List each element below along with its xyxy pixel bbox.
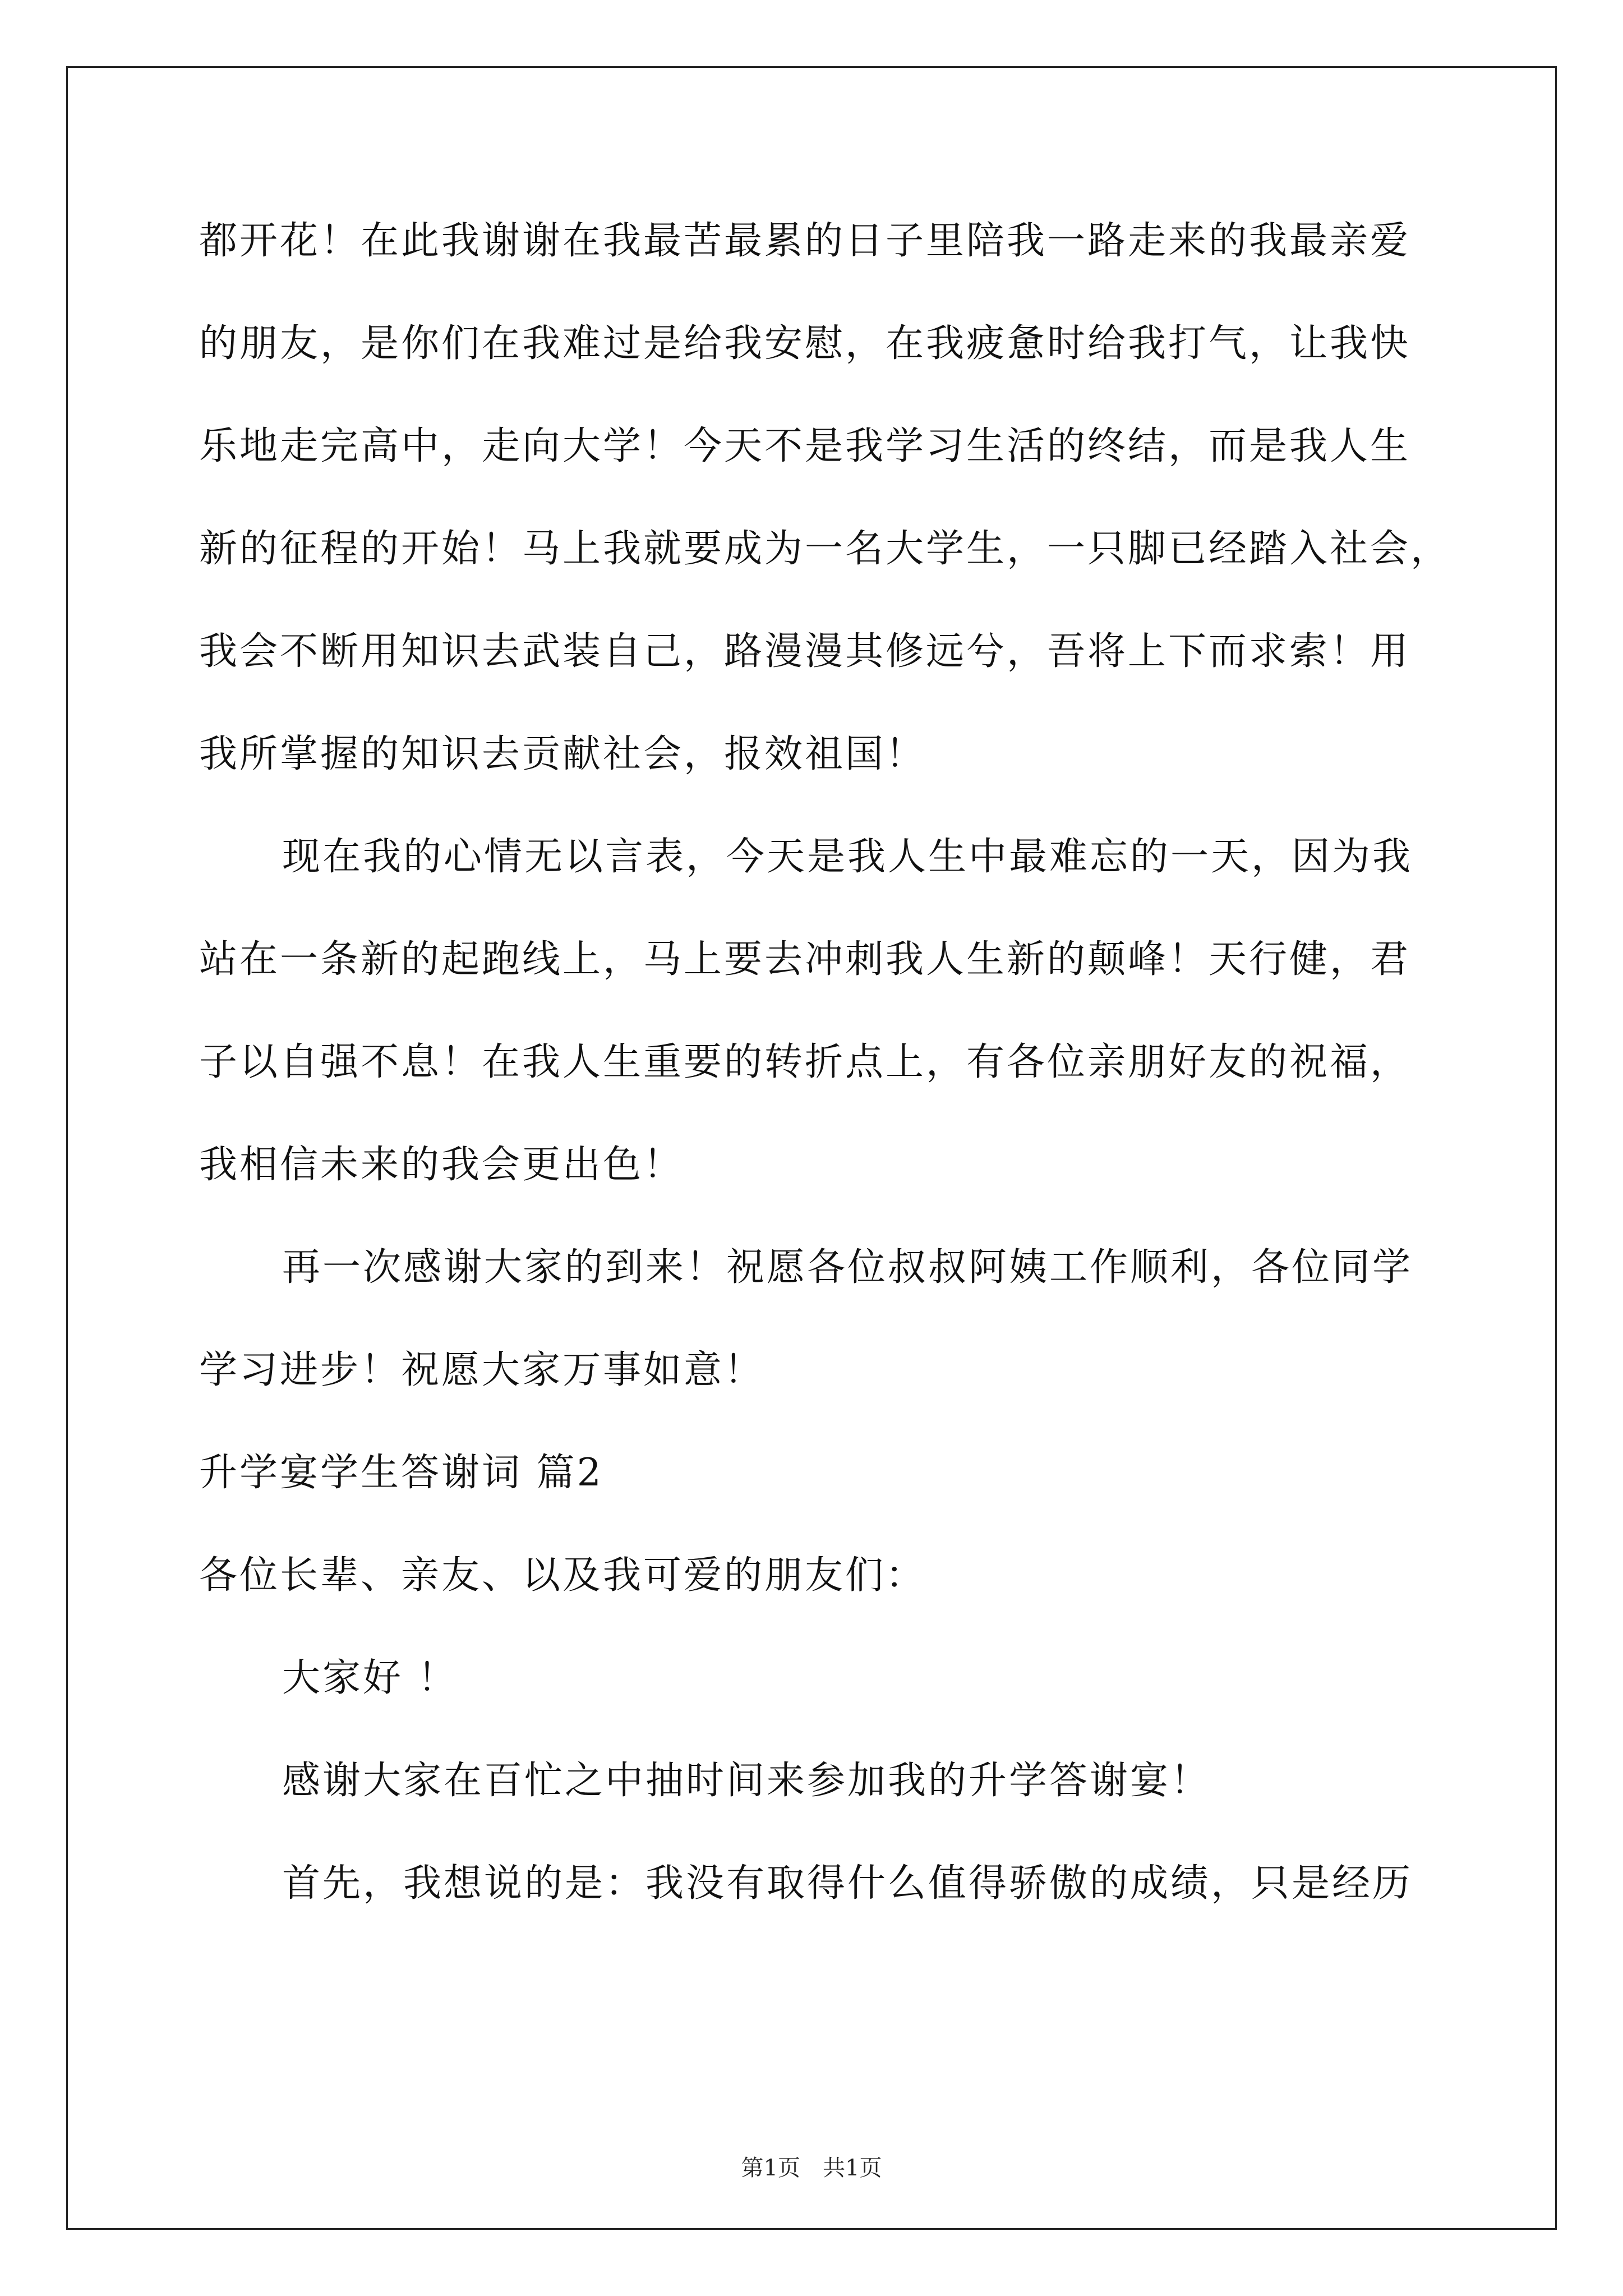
paragraph-line: 我相信未来的我会更出色！ [199, 1143, 684, 1187]
paragraph-line: 都开花！在此我谢谢在我最苦最累的日子里陪我一路走来的我最亲爱 [199, 219, 1411, 263]
paragraph-line: 乐地走完高中，走向大学！今天不是我学习生活的终结，而是我人生 [199, 424, 1411, 468]
paragraph-line: 再一次感谢大家的到来！祝愿各位叔叔阿姨工作顺利，各位同学 [282, 1245, 1413, 1290]
paragraph-line: 我所掌握的知识去贡献社会，报效祖国！ [199, 732, 926, 776]
paragraph-line: 我会不断用知识去武装自己，路漫漫其修远兮，吾将上下而求索！用 [199, 629, 1411, 674]
greeting: 大家好 ！ [282, 1656, 458, 1700]
paragraph-line: 感谢大家在百忙之中抽时间来参加我的升学答谢宴！ [282, 1759, 1211, 1803]
page-footer: 第1页 共1页 [741, 2155, 882, 2181]
paragraph-line: 新的征程的开始！马上我就要成为一名大学生，一只脚已经踏入社会， [199, 527, 1451, 571]
paragraph-line: 站在一条新的起跑线上，马上要去冲刺我人生新的颠峰！天行健，君 [199, 937, 1411, 982]
salutation: 各位长辈、亲友、以及我可爱的朋友们： [199, 1553, 926, 1598]
paragraph-line: 首先，我想说的是：我没有取得什么值得骄傲的成绩，只是经历 [282, 1861, 1413, 1906]
paragraph-line: 学习进步！祝愿大家万事如意！ [199, 1348, 765, 1392]
paragraph-line: 现在我的心情无以言表，今天是我人生中最难忘的一天，因为我 [282, 835, 1413, 879]
section-heading: 升学宴学生答谢词 篇2 [199, 1451, 603, 1495]
paragraph-line: 子以自强不息！在我人生重要的转折点上，有各位亲朋好友的祝福， [199, 1040, 1411, 1084]
paragraph-line: 的朋友，是你们在我难过是给我安慰，在我疲惫时给我打气，让我快 [199, 321, 1411, 366]
